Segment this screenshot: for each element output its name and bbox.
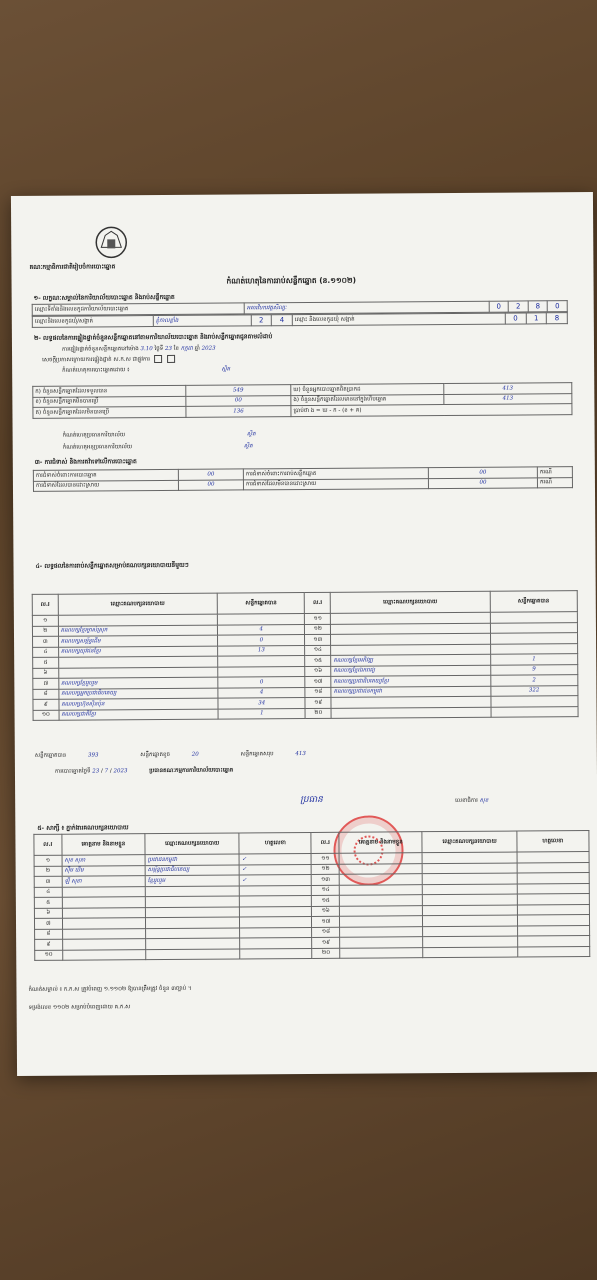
unresolved-value: 00	[428, 477, 537, 488]
party-name: គណបក្សហ៊ុនស៊ិនប៉ុន	[59, 698, 218, 710]
row-no: ២០	[312, 948, 340, 959]
witness-party	[423, 873, 517, 884]
count-d-value: 413	[444, 383, 572, 394]
secretary-label: លេខាធិការ	[455, 797, 478, 804]
objection-unit: ករណី	[537, 467, 572, 478]
witness-party	[423, 884, 517, 895]
witness-name	[339, 853, 422, 864]
secretary-signature: សុខ	[479, 797, 489, 804]
party-name: គណបក្សសម្ព័ន្ធដើម	[58, 635, 217, 647]
check-month: កក្កដា	[180, 345, 193, 352]
witness-name	[62, 897, 145, 908]
witness-signature	[240, 927, 312, 938]
witness-signature: ✓	[239, 864, 311, 875]
row-no: ៤	[34, 887, 62, 898]
party-votes	[490, 643, 578, 654]
row-no: ១៤	[305, 645, 331, 656]
section2-count-table	[32, 382, 572, 418]
witness-signature	[240, 885, 312, 896]
party-name: គណបក្សយុវជនខ្មែរ	[58, 646, 217, 658]
party-name: គណបក្សជាតិខ្មែរ	[59, 709, 218, 721]
col-votes: សន្លឹកឆ្នោតបាន	[490, 591, 578, 613]
row-no: ១៦	[312, 906, 340, 917]
resolved-value: 00	[178, 479, 243, 490]
checkbox-icon[interactable]	[167, 355, 175, 363]
party-name: គណបក្សខ្មែររួបរួម	[59, 677, 218, 689]
checkbox-icon[interactable]	[154, 355, 162, 363]
row-no: ៧	[34, 918, 62, 929]
row-no: ៦	[33, 668, 59, 679]
row-no: ១	[34, 855, 62, 866]
check-time-line	[62, 345, 216, 354]
witness-party	[146, 927, 240, 938]
row-no: ៣	[33, 636, 59, 647]
witness-name	[340, 926, 423, 937]
witness-signature	[517, 925, 589, 936]
location-digit: 8	[528, 301, 548, 312]
commune-label: ឈ្មោះនិងលេខកូដឃុំ/សង្កាត់	[32, 316, 153, 327]
witness-name	[340, 895, 423, 906]
witness-name	[340, 916, 423, 927]
party-votes	[218, 655, 305, 666]
document-title: កំណត់ហេតុនៃការរាប់សន្លឹកឆ្នោត (ន.១១០២)	[226, 275, 357, 286]
section4-heading: ៤- លទ្ធផលនៃការរាប់សន្លឹកឆ្នោតសម្រាប់គណបក្សនយោបាយនីមួយៗ	[35, 561, 189, 570]
commune-value: ខ្ញុំកាលខ្លាំង	[153, 315, 251, 326]
col-party: ឈ្មោះគណបក្សនយោបាយ	[422, 831, 516, 853]
row-no: ១៧	[312, 916, 340, 927]
party-name: គណបក្សខ្មែរអភិវឌ្ឍ	[331, 654, 490, 666]
witness-signature	[517, 883, 589, 894]
commune-label-2: ឈ្មោះ និងលេខកូដឃុំ សង្កាត់	[292, 313, 505, 325]
row-no: ១៨	[305, 687, 331, 698]
vice-sign-value: ស្ថិត	[243, 443, 253, 450]
party-votes: 322	[490, 685, 578, 696]
row-no: ១៥	[312, 895, 340, 906]
witness-name	[340, 905, 423, 916]
witness-name: ឡី សុខា	[62, 876, 145, 887]
witness-party	[146, 948, 240, 959]
witness-signature	[240, 948, 312, 959]
witness-party	[423, 915, 517, 926]
row-no: ១២	[305, 624, 331, 635]
col-sign: ហត្ថលេខា	[517, 831, 589, 853]
count-b-label: ខ) ចំនួនសន្លឹកឆ្នោតមិនបានប្រើ	[33, 396, 186, 408]
check-note: សេចក្តីប្រកាសក្រោយការផ្ទៀងផ្ទាត់ ស.ក.ស ជាផ្លូវការ	[42, 356, 151, 364]
commune-digit: 8	[546, 313, 567, 324]
count-e-value: 413	[444, 393, 572, 404]
witness-table	[33, 830, 590, 961]
count-formula: ប្រាប់ថា ង = ឃ - ក - (ខ + គ)	[291, 404, 572, 416]
party-votes: 4	[218, 624, 305, 635]
row-no: ៧	[33, 678, 59, 689]
day-label: ថ្ងៃទី	[154, 345, 164, 353]
witness-signature	[518, 946, 590, 957]
commune-digit: 2	[251, 315, 272, 326]
row-no: ១៩	[312, 937, 340, 948]
checker-label: កំណត់ហេតុការបោះឆ្នោតដោយ ៖	[62, 367, 130, 374]
date-day: 23	[92, 768, 100, 775]
party-votes	[490, 622, 578, 633]
col-sign: ហត្ថលេខា	[239, 832, 311, 854]
party-votes: 13	[218, 645, 305, 656]
witness-name	[340, 947, 423, 958]
col-name: គោត្តនាម និងនាមខ្លួន	[339, 832, 422, 854]
col-party: ឈ្មោះគណបក្សនយោបាយ	[145, 833, 239, 855]
row-no: ២	[34, 866, 62, 877]
witness-signature	[517, 936, 589, 947]
witness-party	[145, 896, 239, 907]
section1-heading: ១- លក្ខណៈសម្គាល់នៃការិយាល័យបោះឆ្នោត និងរាប់សន្លឹកឆ្នោត	[33, 293, 175, 302]
location-digit: 0	[489, 301, 509, 312]
witness-signature	[240, 906, 312, 917]
witness-party	[145, 906, 239, 917]
total-label: សន្លឹកឆ្នោតសរុប	[240, 751, 274, 758]
party-votes: 1	[490, 654, 578, 665]
count-d-label: ឃ) ចំនួនអ្នកបោះឆ្នោតពិតប្រាកដ	[291, 384, 444, 396]
witness-name	[339, 863, 422, 874]
row-no: ១០	[33, 710, 59, 721]
witness-name	[339, 884, 422, 895]
row-no: ២០	[305, 708, 331, 719]
col-votes: សន្លឹកឆ្នោតបាន	[217, 593, 305, 615]
president-sign-value: ស្ថិត	[246, 431, 256, 438]
col-no: ល.រ	[34, 834, 62, 855]
witness-party	[423, 947, 517, 958]
row-no: ៦	[34, 908, 62, 919]
check-time: 3.10	[140, 346, 153, 353]
witness-name	[62, 939, 145, 950]
witness-signature	[240, 895, 312, 906]
month-label: ខែ	[173, 345, 179, 352]
section3-heading: ៣- ការជំទាស់ និងការតវ៉ាទៅលើការបោះឆ្នោត	[34, 458, 137, 466]
location-label: ឈ្មោះទីតាំងនិងលេខកូដការិយាល័យបោះឆ្នោត	[32, 303, 244, 315]
row-no: ៩	[33, 699, 59, 710]
objection-right-label: ការជំទាស់ចំពោះការរាប់សន្លឹកឆ្នោត	[243, 468, 428, 480]
row-no: ១១	[312, 853, 340, 864]
resolved-label: ការជំទាស់ដែលបានដោះស្រាយ	[33, 480, 178, 492]
party-votes: 4	[218, 687, 305, 698]
year-label: ឆ្នាំ	[194, 345, 200, 352]
witness-name: សុខ សុភា	[62, 855, 145, 866]
section2-heading: ២- លទ្ធផលនៃការផ្ទៀងផ្ទាត់ចំនួនសន្លឹកឆ្នោតនៅតាមការិយាល័យបោះឆ្នោត និងរាប់សន្លឹកឆ្នោតជូនតាមលំដាប់	[33, 333, 273, 342]
party-votes: 9	[490, 664, 578, 675]
witness-party: ខ្មែររួបរួម	[145, 875, 239, 886]
party-votes: 34	[218, 697, 305, 708]
row-no: ១៦	[305, 666, 331, 677]
section3-table	[33, 466, 573, 492]
check-day: 23	[164, 345, 172, 352]
count-c-value: 136	[186, 406, 291, 417]
col-no: ល.រ	[311, 832, 339, 853]
count-c-label: គ) ចំនួនសន្លឹកឆ្នោតដែលមិនបានប្រើ	[33, 406, 186, 418]
witness-name	[62, 949, 145, 960]
party-name: គណបក្សប្រជាជនកម្ពុជា	[331, 686, 490, 698]
resolved-unit: ករណី	[537, 477, 572, 488]
row-no: ១៣	[312, 874, 340, 885]
row-no: ៩	[35, 939, 63, 950]
row-no: ១	[32, 615, 58, 626]
ballot-count-form: គណៈកម្មាធិការជាតិរៀបចំការបោះឆ្នោត កំណត់ហេតុនៃការរាប់សន្លឹកឆ្នោត (ន.១១០២) ១- លក្ខណៈសម្គាល់នៃការិយាល័យបោះឆ្នោត និងរាប់សន្លឹកឆ្នោត ឈ្មោះទីតាំងនិងលេខកូដការិយាល័យបោះឆ្នោត អគារវិហារវត្តសិល្បៈ 0 2 8 0 ឈ្មោះនិងលេខកូដឃុំ/សង្កាត់ ខ្ញុំកាលខ្លាំង 2 4 ឈ្មោះ និងលេខកូដឃុំ សង្កាត់ 0 1 8 ២- លទ្ធផលនៃការផ្ទៀងផ្ទាត់ចំនួនសន្លឹកឆ្នោតនៅតាមការិយាល័យបោះឆ្នោត និងរាប់សន្លឹកឆ្នោតជូនតាមលំដាប់ ការផ្ទៀងផ្ទាត់ចំនួនសន្លឹកឆ្នោតនៅម៉ោង 3.10 ថ្ងៃទី 23 ខែ កក្កដា ឆ្នាំ 2023 សេចក្តីប្រកាសក្រោយការផ្ទៀងផ្ទាត់ ស.ក.ស ជាផ្លូវការ កំណត់ហេតុការបោះឆ្នោតដោយ ៖ ស្ថិត ក) ចំនួនសន្លឹកឆ្នោតដែលទទួលបាន 549 ឃ) ចំនួនអ្នកបោះឆ្នោតពិតប្រាកដ 413 ខ) ចំនួនសន្លឹកឆ្នោតមិនបានប្រើ 00 ង) ចំនួនសន្លឹកឆ្នោតដែលមាននៅក្នុងហិបឆ្នោត 413 គ) ចំនួនសន្លឹកឆ្នោតដែលមិនបានប្រើ 136 ប្រាប់ថា ង = ឃ - ក - (ខ + គ) កំណត់ហេតុប្រធានការិយាល័យ ស្ថិត កំណត់ហេតុអនុប្រធានការិយាល័យ ស្ថិត ៣- ការជំទាស់ និងការតវ៉ាទៅលើការបោះឆ្នោត ការជំទាស់ចំពោះការបោះឆ្នោត 00 ការជំទាស់ចំពោះការរាប់សន្លឹកឆ្នោត 00 ករណី ការជំទាស់ដែលបានដោះស្រាយ 00 ការជំទាស់ដែលមិនបានដោះស្រាយ 00 ករណី ៤- លទ្ធផលនៃការរាប់សន្លឹកឆ្នោតសម្រាប់គណបក្សនយោបាយនីមួយៗ ល.រ ឈ្មោះគណបក្សនយោបាយ សន្លឹកឆ្នោតបាន ល.រ ឈ្មោះគណបក្សនយោបាយ សន្លឹកឆ្នោតបាន ១ ១១ ២ គណបក្សខ្មែរម្ចាស់ស្រុក 4 ១២ ៣ គណបក្សសម្ព័ន្ធដើម 0 ១៣ ៤ គណបក្សយុវជនខ្មែរ 13 ១៤ ៥ ១៥ គណបក្សខ្មែរអភិវឌ្ឍ 1 ៦ ១៦ គណបក្សខ្មែរឯករាជ្យ 9 ៧ គណបក្សខ្មែររួបរួម 0 ១៧ គណបក្សប្រជាធិបតេយ្យខ្មែរ 2 ៨ គណបក្សអ្នកប្រជាធិបតេយ្យ 4 ១៨ គណបក្សប្រជាជនកម្ពុជា 322 ៩ គណបក្សហ៊ុនស៊ិនប៉ុន 34 ១៩ ១០ គណបក្សជាតិខ្មែរ 1 ២០ សន្លឹកឆ្នោតបាន 393 សន្លឹកឆ្នោតខូច 20 សន្លឹកឆ្នោតសរុប 413 ការបោះឆ្នោតថ្ងៃទី 23 / 7 / 2023 ប្រធានគណៈកម្មការការិយាល័យបោះឆ្នោត ប្រធាន លេខាធិការ សុខ ៥- សាក្សី ៖ ភ្នាក់ងារគណបក្សនយោបាយ ល.រ គោត្តនាម និងនាមខ្លួន ឈ្មោះគណបក្សនយោបាយ ហត្ថលេខា ល.រ គោត្តនាម និងនាមខ្លួន ឈ្មោះគណបក្សនយោបាយ ហត្ថលេខា ១ សុខ សុភា ប្រជាជនកម្ពុជា ✓ ១១ ២ ស៊ឹម ឃីម សម្ព័ន្ធប្រជាធិបតេយ្យ ✓ ១២ ៣ ឡី សុខា ខ្មែររួបរួម ✓ ១៣ ៤ ១៤ ៥ ១៥ ៦ ១៦ ៧ ១៧ ៨ ១៨ ៩ ១៩ ១០ ២០ កំណត់សម្គាល់ ៖ ក.ក.ស ត្រូវបំពេញ ១.១១០២ ឱ្យបានត្រឹមត្រូវ ចំនួន ៣ច្បាប់ ។ ទម្រង់លេខ ១១០២ សម្រាប់បំពេញដោយ គ.ក.ស	[11, 192, 597, 1076]
party-votes	[218, 666, 305, 677]
valid-label: សន្លឹកឆ្នោតបាន	[34, 752, 67, 759]
party-results-table	[32, 590, 579, 721]
party-votes	[490, 612, 578, 623]
national-emblem-icon	[91, 225, 131, 259]
row-no: ១៨	[312, 927, 340, 938]
witness-signature	[517, 904, 589, 915]
party-votes: 0	[218, 635, 305, 646]
col-name: គោត្តនាម និងនាមខ្លួន	[62, 834, 145, 856]
witness-signature	[517, 873, 589, 884]
witness-signature	[517, 852, 589, 863]
witness-signature	[240, 937, 312, 948]
witness-signature: ✓	[239, 853, 311, 864]
witness-name	[340, 937, 423, 948]
president-sign-label: កំណត់ហេតុប្រធានការិយាល័យ	[62, 432, 126, 439]
witness-name: ស៊ឹម ឃីម	[62, 865, 145, 876]
count-a-label: ក) ចំនួនសន្លឹកឆ្នោតដែលទទួលបាន	[33, 385, 186, 397]
footer-note: កំណត់សម្គាល់ ៖ ក.ក.ស ត្រូវបំពេញ ១.១១០២ ឱ្យបានត្រឹមត្រូវ ចំនួន ៣ច្បាប់ ។	[28, 985, 192, 993]
row-no: ៣	[34, 876, 62, 887]
unresolved-label: ការជំទាស់ដែលមិនបានដោះស្រាយ	[243, 478, 428, 490]
party-votes: 2	[490, 675, 578, 686]
row-no: ២	[32, 626, 58, 637]
section1-table-row2	[32, 312, 568, 327]
count-e-label: ង) ចំនួនសន្លឹកឆ្នោតដែលមាននៅក្នុងហិបឆ្នោត	[291, 394, 444, 406]
date-year: 2023	[113, 768, 128, 775]
row-no: ១១	[305, 613, 331, 624]
witness-signature	[517, 862, 589, 873]
party-name: គណបក្សអ្នកប្រជាធិបតេយ្យ	[59, 688, 218, 700]
witness-name	[62, 928, 145, 939]
party-name: គណបក្សខ្មែរឯករាជ្យ	[331, 665, 490, 677]
vice-sign-label: កំណត់ហេតុអនុប្រធានការិយាល័យ	[62, 444, 133, 451]
objection-label: ការជំទាស់ចំពោះការបោះឆ្នោត	[33, 469, 178, 481]
row-no: ១៩	[305, 697, 331, 708]
party-votes	[491, 706, 579, 717]
witness-name	[62, 907, 145, 918]
party-votes: 1	[218, 708, 305, 719]
witness-party: ប្រជាជនកម្ពុជា	[145, 854, 239, 865]
valid-value: 393	[87, 752, 99, 759]
party-votes: 0	[218, 676, 305, 687]
witness-party	[145, 885, 239, 896]
location-value: អគារវិហារវត្តសិល្បៈ	[244, 301, 489, 313]
section5-heading: ៥- សាក្សី ៖ ភ្នាក់ងារគណបក្សនយោបាយ	[37, 824, 129, 832]
row-no: ៤	[33, 647, 59, 658]
location-digit: 0	[548, 301, 568, 312]
row-no: ១៣	[305, 634, 331, 645]
commune-digit: 0	[505, 313, 526, 324]
party-name: គណបក្សខ្មែរម្ចាស់ស្រុក	[58, 625, 217, 637]
check-year: 2023	[201, 345, 216, 352]
commune-digit: 1	[526, 313, 547, 324]
count-b-value: 00	[186, 395, 291, 406]
invalid-value: 20	[191, 751, 199, 758]
row-no: ៥	[34, 897, 62, 908]
witness-signature	[517, 915, 589, 926]
invalid-label: សន្លឹកឆ្នោតខូច	[140, 751, 170, 759]
witness-party	[423, 905, 517, 916]
row-no: ១៥	[305, 655, 331, 666]
location-digit: 2	[508, 301, 528, 312]
row-no: ១៧	[305, 676, 331, 687]
date-month: 7	[104, 768, 109, 775]
witness-party	[423, 894, 517, 905]
witness-party	[146, 938, 240, 949]
witness-party: សម្ព័ន្ធប្រជាធិបតេយ្យ	[145, 864, 239, 875]
count-a-value: 549	[186, 385, 291, 396]
objection-right-value: 00	[428, 467, 537, 478]
col-party: ឈ្មោះគណបក្សនយោបាយ	[330, 591, 490, 613]
commission-name: គណៈកម្មាធិការជាតិរៀបចំការបោះឆ្នោត	[29, 263, 116, 271]
row-no: ១០	[35, 950, 63, 961]
date-label: ការបោះឆ្នោតថ្ងៃទី	[54, 768, 91, 775]
party-votes	[490, 696, 578, 707]
witness-signature	[240, 916, 312, 927]
witness-name	[62, 886, 145, 897]
party-votes	[490, 633, 578, 644]
check-time-label: ការផ្ទៀងផ្ទាត់ចំនួនសន្លឹកឆ្នោតនៅម៉ោង	[61, 346, 139, 353]
row-no: ១២	[312, 864, 340, 875]
witness-party	[423, 863, 517, 874]
president-signature: ប្រធាន	[300, 794, 323, 806]
committee-label: ប្រធានគណៈកម្មការការិយាល័យបោះឆ្នោត	[149, 767, 234, 775]
witness-name	[339, 874, 422, 885]
party-votes	[217, 614, 304, 625]
witness-party	[423, 936, 517, 947]
row-no: ៨	[35, 929, 63, 940]
col-no: ល.រ	[305, 592, 331, 613]
witness-party	[423, 852, 517, 863]
objection-value: 00	[178, 469, 243, 480]
row-no: ៨	[33, 689, 59, 700]
col-party: ឈ្មោះគណបក្សនយោបាយ	[58, 593, 218, 615]
col-no: ល.រ	[32, 594, 58, 615]
party-name: គណបក្សប្រជាធិបតេយ្យខ្មែរ	[331, 675, 490, 687]
commune-digit: 4	[272, 315, 293, 326]
row-no: ៥	[33, 657, 59, 668]
total-value: 413	[295, 750, 306, 758]
checker-value: ស្ថិត	[221, 366, 231, 373]
witness-party	[423, 926, 517, 937]
witness-signature: ✓	[240, 874, 312, 885]
witness-signature	[517, 894, 589, 905]
party-name	[331, 707, 490, 719]
form-code: ទម្រង់លេខ ១១០២ សម្រាប់បំពេញដោយ គ.ក.ស	[28, 1004, 131, 1011]
witness-name	[62, 918, 145, 929]
row-no: ១៤	[312, 885, 340, 896]
witness-party	[145, 917, 239, 928]
